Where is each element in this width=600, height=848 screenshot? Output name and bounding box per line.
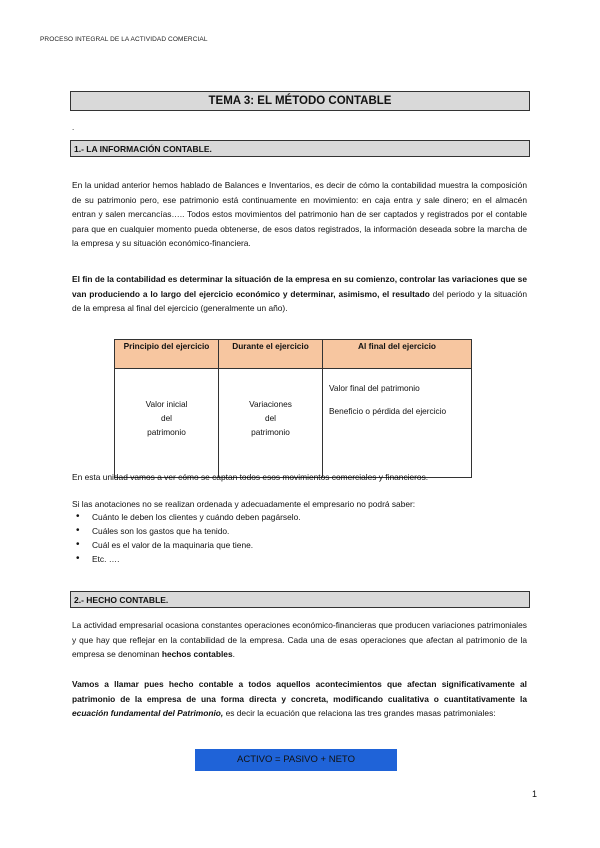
table-header-row bbox=[115, 340, 472, 369]
table-header-cell: Principio del ejercicio bbox=[115, 340, 219, 369]
table-cell bbox=[323, 369, 472, 478]
section-heading-1: 1.- LA INFORMACIÓN CONTABLE. bbox=[70, 140, 530, 157]
cell-line: Valor final del patrimonio bbox=[329, 383, 420, 393]
cell-line: patrimonio bbox=[251, 427, 290, 437]
paragraph-purpose bbox=[72, 272, 527, 316]
table-cell bbox=[219, 369, 323, 478]
list-item: • Cuáles son los gastos que ha tenido. bbox=[72, 524, 301, 538]
page-header: PROCESO INTEGRAL DE LA ACTIVIDAD COMERCIAL bbox=[40, 36, 208, 43]
paragraph-warning: Si las anotaciones no se realizan ordenada y adecuadamente el empresario no podrá saber: bbox=[72, 499, 416, 509]
equation-box: ACTIVO = PASIVO + NETO bbox=[195, 749, 397, 771]
section-heading-2: 2.- HECHO CONTABLE. bbox=[70, 591, 530, 608]
activity-text: La actividad empresarial ocasiona constantes operaciones económico-financieras que producen variaciones patrimoniales y que hay que reflejar en la contabilidad de la empresa. Cada una de esas operaciones que afectan al patrimonio de la empresa se denominan bbox=[72, 620, 527, 659]
cell-line: Beneficio o pérdida del ejercicio bbox=[329, 406, 447, 416]
exercise-table bbox=[114, 339, 472, 478]
definition-rest-text: es decir la ecuación que relaciona las tres grandes masas patrimoniales: bbox=[223, 708, 496, 718]
list-item: • Cuánto le deben los clientes y cuándo deben pagárselo. bbox=[72, 510, 301, 524]
activity-end-text: . bbox=[232, 649, 235, 659]
paragraph-definition bbox=[72, 677, 527, 721]
cell-line: del bbox=[264, 413, 277, 423]
bullet-list bbox=[72, 510, 301, 566]
paragraph-intro: En la unidad anterior hemos hablado de Balances e Inventarios, es decir de cómo la contabilidad muestra la composición de su patrimonio pero, ese patrimonio está continuamente en movimiento: en caja entra y sale dinero; en el almacén entran y salen mercancías….. Todos estos movimientos del patrimonio han de ser captados y registrados por el contable para que en cualquier momento pueda obtenerse, de esos datos registrados, la información deseada sobre la marcha de la empresa y su situación económico-financiera. bbox=[72, 180, 527, 248]
table-row bbox=[115, 369, 472, 478]
paragraph-movements: En esta unidad vamos a ver cómo se captan todos esos movimientos comerciales y financieros. bbox=[72, 472, 429, 482]
stray-dot: . bbox=[72, 123, 75, 132]
definition-bold-text: Vamos a llamar pues hecho contable a todos aquellos acontecimientos que afectan significativamente al patrimonio de la empresa de una forma directa y concreta, modificando cualitativa o cuantitativamente la bbox=[72, 679, 527, 704]
paragraph-activity bbox=[72, 618, 527, 662]
list-item: • Cuál es el valor de la maquinaria que tiene. bbox=[72, 538, 301, 552]
purpose-rest-text: del periodo y la situación de la empresa al final del ejercicio (generalmente un año). bbox=[72, 288, 527, 313]
table-header-cell: Al final del ejercicio bbox=[323, 340, 472, 369]
cell-line: Valor inicial bbox=[145, 399, 188, 409]
document-title: TEMA 3: EL MÉTODO CONTABLE bbox=[70, 91, 530, 111]
cell-line: patrimonio bbox=[147, 427, 186, 437]
cell-line: del bbox=[160, 413, 173, 423]
cell-line: Variaciones bbox=[249, 399, 292, 409]
activity-bold-text: hechos contables bbox=[161, 649, 233, 659]
definition-italic-text: ecuación fundamental del Patrimonio, bbox=[72, 708, 224, 718]
purpose-bold-text: El fin de la contabilidad es determinar la situación de la empresa en su comienzo, controlar las variaciones que se van produciendo a lo largo del ejercicio económico y determinar, asimismo, el resultado bbox=[72, 274, 527, 299]
list-item: • Etc. …. bbox=[72, 552, 301, 566]
page-number: 1 bbox=[532, 789, 538, 799]
table-header-cell: Durante el ejercicio bbox=[219, 340, 323, 369]
table-cell bbox=[115, 369, 219, 478]
